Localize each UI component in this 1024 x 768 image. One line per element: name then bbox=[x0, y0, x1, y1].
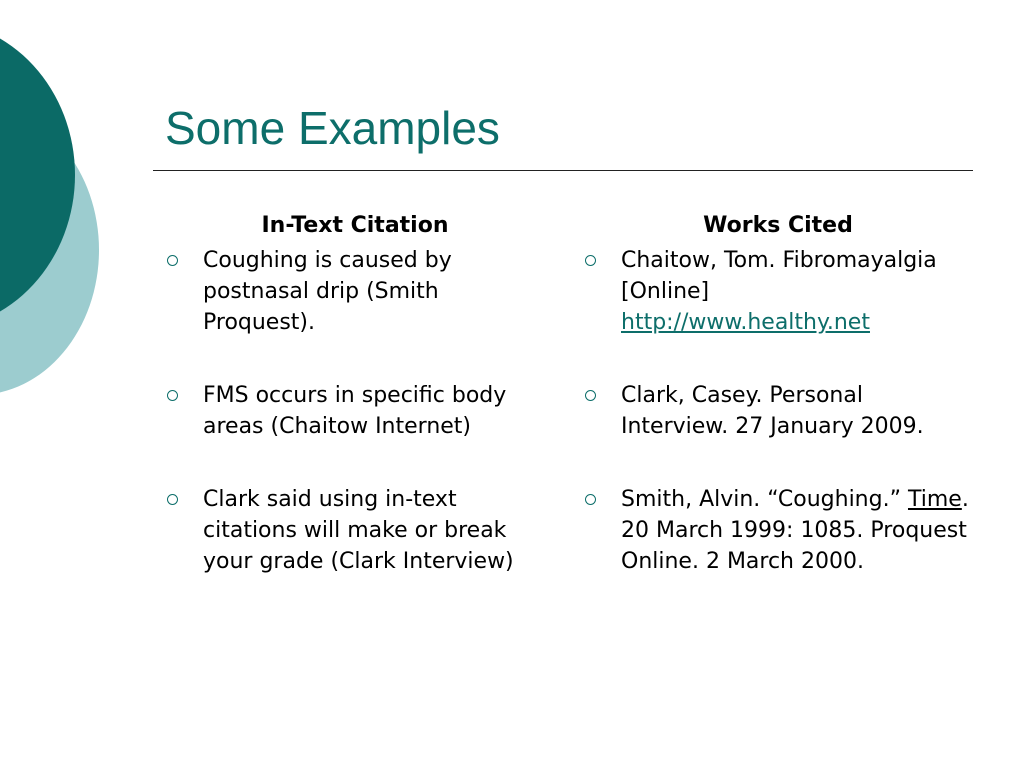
bullet-icon bbox=[585, 255, 596, 266]
in-text-citation-list bbox=[165, 245, 545, 577]
list-item bbox=[583, 380, 973, 442]
list-item bbox=[165, 380, 545, 442]
list-item-text: Clark said using in-text citations will make or break your grade (Clark Interview) bbox=[203, 487, 514, 574]
in-text-citation-column bbox=[165, 211, 545, 619]
citation-text: Clark, Casey. Personal Interview. 27 January 2009. bbox=[621, 383, 924, 439]
list-item bbox=[583, 484, 973, 577]
citation-link[interactable]: http://www.healthy.net bbox=[621, 310, 870, 335]
works-cited-column bbox=[583, 211, 973, 619]
works-cited-heading: Works Cited bbox=[703, 213, 853, 238]
list-item-text: Coughing is caused by postnasal drip (Smith Proquest). bbox=[203, 248, 452, 335]
bullet-icon bbox=[167, 494, 178, 505]
bullet-icon bbox=[167, 255, 178, 266]
title-divider bbox=[153, 170, 973, 171]
list-item bbox=[583, 245, 973, 338]
list-item-text: FMS occurs in specific body areas (Chaitow Internet) bbox=[203, 383, 507, 439]
bullet-icon bbox=[167, 390, 178, 401]
list-item bbox=[165, 245, 545, 338]
citation-text-start: Smith, Alvin. “Coughing.” bbox=[621, 487, 908, 512]
in-text-citation-heading: In-Text Citation bbox=[261, 213, 449, 238]
bullet-icon bbox=[585, 494, 596, 505]
publication-title: Time bbox=[907, 487, 962, 512]
citation-text-end: . 20 March 1999: 1085. Proquest Online. 2 March 2000. bbox=[621, 487, 969, 574]
list-item bbox=[165, 484, 545, 577]
citation-text: Chaitow, Tom. Fibromayalgia [Online] bbox=[621, 248, 937, 304]
bullet-icon bbox=[585, 390, 596, 401]
slide-title: Some Examples bbox=[165, 102, 500, 154]
works-cited-list bbox=[583, 245, 973, 577]
